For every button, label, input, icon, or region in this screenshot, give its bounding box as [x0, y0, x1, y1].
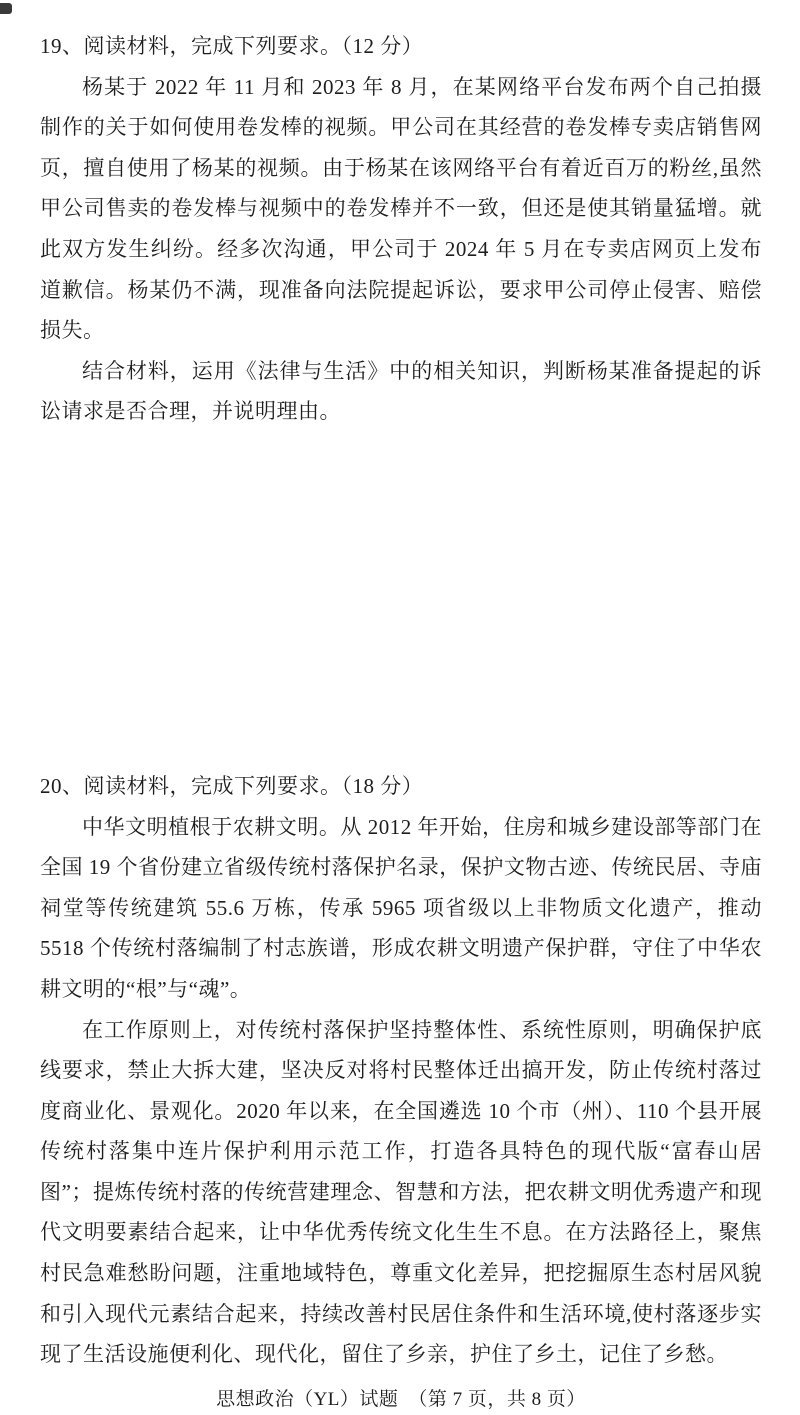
question-19-heading: 19、阅读材料，完成下列要求。（12 分）	[40, 34, 424, 58]
scan-artifact-mark	[0, 3, 12, 14]
question-19-task-paragraph: 结合材料，运用《法律与生活》中的相关知识，判断杨某准备提起的诉讼请求是否合理，并说明理由。	[40, 358, 762, 424]
question-20-heading: 20、阅读材料，完成下列要求。（18 分）	[40, 773, 424, 798]
answer-space	[40, 432, 762, 766]
question-19-material-paragraph: 杨某于 2022 年 11 月和 2023 年 8 月，在某网络平台发布两个自己拍摄制作的关于如何使用卷发棒的视频。甲公司在其经营的卷发棒专卖店销售网页，擅自使用了杨某的视频。由于杨某在该网络平台有着近百万的粉丝,虽然甲公司售卖的卷发棒与视频中的卷发棒并不一致，但还是使其销量猛增。就此双方发生纠纷。经多次沟通，甲公司于 2024 年 5 月在专卖店网页上发布道歉信。杨某仍不满，现准备向法院提起诉讼，要求甲公司停止侵害、赔偿损失。	[40, 74, 762, 343]
question-20	[40, 766, 762, 1375]
question-20-material-paragraph-1: 中华文明植根于农耕文明。从 2012 年开始，住房和城乡建设部等部门在全国 19 个省份建立省级传统村落保护名录，保护文物古迹、传统民居、寺庙祠堂等传统建筑 55.6 万栋，传承 5965 项省级以上非物质文化遗产，推动 5518 个传统村落编制了村志族谱，形成农耕文明遗产保护群，守住了中华农耕文明的“根”与“魂”。	[40, 814, 762, 1001]
page-footer: 思想政治（YL）试题 （第 7 页，共 8 页）	[216, 1388, 586, 1410]
question-19	[40, 26, 762, 432]
question-20-material-paragraph-2: 在工作原则上，对传统村落保护坚持整体性、系统性原则，明确保护底线要求，禁止大拆大建，坚决反对将村民整体迁出搞开发，防止传统村落过度商业化、景观化。2020 年以来，在全国遴选 10 个市（州）、110 个县开展传统村落集中连片保护利用示范工作，打造各具特色的现代版“富春山居图”；提炼传统村落的传统营建理念、智慧和方法，把农耕文明优秀遗产和现代文明要素结合起来，让中华优秀传统文化生生不息。在方法路径上，聚焦村民急难愁盼问题，注重地域特色，尊重文化差异，把挖掘原生态村居风貌和引入现代元素结合起来，持续改善村民居住条件和生活环境,使村落逐步实现了生活设施便利化、现代化，留住了乡亲，护住了乡土，记住了乡愁。	[40, 1017, 762, 1367]
